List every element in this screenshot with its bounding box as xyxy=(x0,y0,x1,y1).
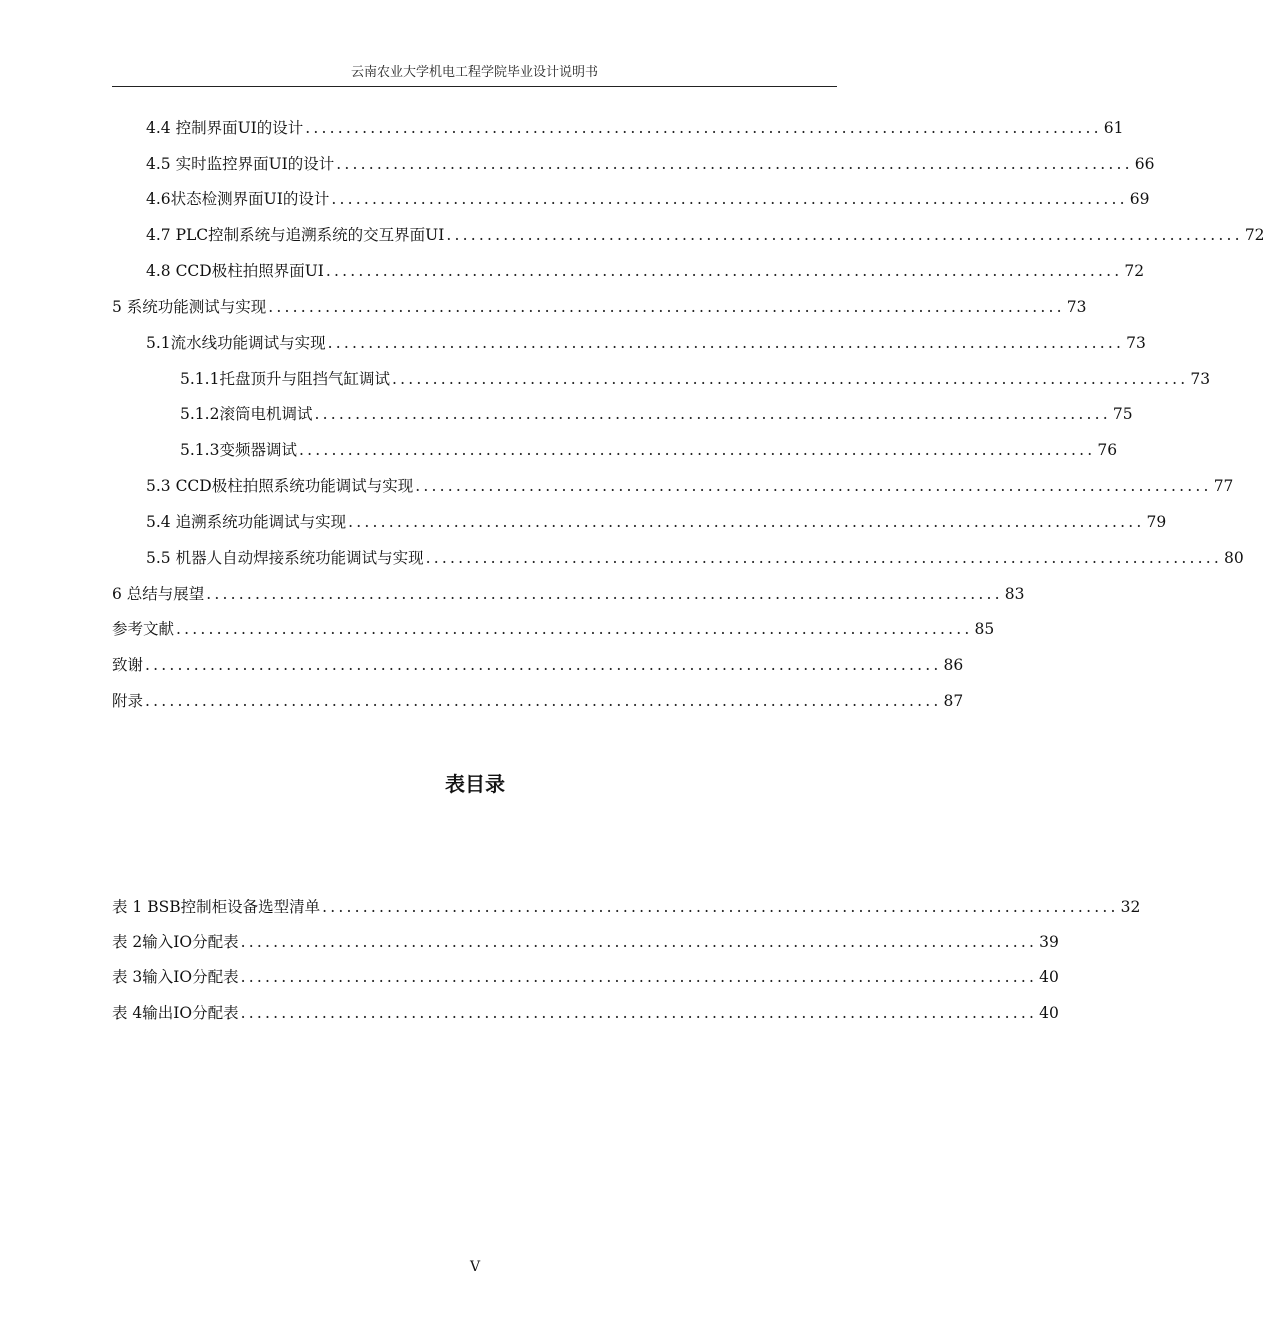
dot-leader: .................................................................................................. xyxy=(268,298,1065,316)
table-list-title: 表目录 xyxy=(445,772,505,796)
toc-entry-page: 79 xyxy=(1146,513,1167,531)
toc-entry-page: 75 xyxy=(1112,405,1133,423)
toc-entry-page: 72 xyxy=(1244,226,1265,244)
toc-entry-label: 6 总结与展望 xyxy=(112,585,205,603)
toc-entry-label: 5 系统功能测试与实现 xyxy=(112,298,267,316)
toc-entry-page: 66 xyxy=(1134,155,1155,173)
toc-entry-5-1-1[interactable] xyxy=(112,367,1211,391)
toc-entry-label: 5.1.2滚筒电机调试 xyxy=(180,405,313,423)
dot-leader: .................................................................................................. xyxy=(240,933,1038,951)
toc-entry-4-6[interactable] xyxy=(112,187,1150,211)
toc-entry-label: 5.1.3变频器调试 xyxy=(180,441,297,459)
toc-entry-4-5[interactable] xyxy=(112,152,1155,176)
toc-entry-label: 5.1流水线功能调试与实现 xyxy=(146,334,326,352)
table-list-entry-label: 表 3输入IO分配表 xyxy=(112,968,239,986)
table-list-entry-1[interactable] xyxy=(112,895,1141,919)
page-number: V xyxy=(469,1259,481,1275)
toc-entry-label: 5.4 追溯系统功能调试与实现 xyxy=(146,513,347,531)
toc-entry-label: 致谢 xyxy=(112,656,144,674)
toc-entry-label: 参考文献 xyxy=(112,620,175,638)
table-list-entry-label: 表 2输入IO分配表 xyxy=(112,933,239,951)
toc-entry-page: 72 xyxy=(1124,262,1145,280)
toc-entry-appendix[interactable] xyxy=(112,689,964,713)
dot-leader: .................................................................................................. xyxy=(348,513,1145,531)
dot-leader: .................................................................................................. xyxy=(240,968,1038,986)
table-list-entry-4[interactable] xyxy=(112,1001,1059,1025)
toc-entry-5-1-3[interactable] xyxy=(112,438,1118,462)
table-list-entry-label: 表 1 BSB控制柜设备选型清单 xyxy=(112,898,321,916)
dot-leader: .................................................................................................. xyxy=(305,119,1102,137)
dot-leader: .................................................................................................. xyxy=(298,441,1096,459)
toc-entry-page: 83 xyxy=(1004,585,1025,603)
toc-entry-page: 80 xyxy=(1224,549,1244,567)
toc-entry-page: 86 xyxy=(943,656,964,674)
table-list-entry-3[interactable] xyxy=(112,965,1059,989)
dot-leader: .................................................................................................. xyxy=(415,477,1212,495)
toc-entry-page: 61 xyxy=(1103,119,1124,137)
toc-entry-4-7[interactable] xyxy=(112,223,1265,247)
table-list-entry-page: 39 xyxy=(1039,933,1059,951)
table-list-entry-page: 32 xyxy=(1120,898,1141,916)
toc-entry-6[interactable] xyxy=(112,582,1025,606)
dot-leader: .................................................................................................. xyxy=(331,190,1128,208)
toc-entry-page: 87 xyxy=(943,692,964,710)
toc-entry-label: 4.5 实时监控界面UI的设计 xyxy=(146,155,335,173)
table-list-entry-2[interactable] xyxy=(112,930,1059,954)
toc-entry-4-4[interactable] xyxy=(112,116,1124,140)
toc-entry-5[interactable] xyxy=(112,295,1087,319)
dot-leader: .................................................................................................. xyxy=(327,334,1125,352)
dot-leader: .................................................................................................. xyxy=(145,656,942,674)
dot-leader: .................................................................................................. xyxy=(325,262,1123,280)
toc-entry-label: 5.1.1托盘顶升与阻挡气缸调试 xyxy=(180,370,390,388)
dot-leader: .................................................................................................. xyxy=(425,549,1223,567)
toc-entry-5-3[interactable] xyxy=(112,474,1234,498)
toc-entry-page: 69 xyxy=(1129,190,1150,208)
table-list-entry-label: 表 4输出IO分配表 xyxy=(112,1004,239,1022)
toc-entry-label: 4.6状态检测界面UI的设计 xyxy=(146,190,330,208)
table-list-entry-page: 40 xyxy=(1039,1004,1059,1022)
dot-leader: .................................................................................................. xyxy=(336,155,1133,173)
toc-entry-page: 73 xyxy=(1066,298,1087,316)
toc-entry-acknowledgements[interactable] xyxy=(112,653,964,677)
dot-leader: .................................................................................................. xyxy=(206,585,1003,603)
dot-leader: .................................................................................................. xyxy=(314,405,1111,423)
toc-entry-5-1[interactable] xyxy=(112,331,1146,355)
dot-leader: .................................................................................................. xyxy=(322,898,1119,916)
toc-entry-page: 73 xyxy=(1190,370,1211,388)
toc-entry-label: 5.3 CCD极柱拍照系统功能调试与实现 xyxy=(146,477,414,495)
toc-entry-label: 5.5 机器人自动焊接系统功能调试与实现 xyxy=(146,549,424,567)
toc-entry-5-4[interactable] xyxy=(112,510,1167,534)
toc-entry-label: 附录 xyxy=(112,692,144,710)
toc-entry-5-5[interactable] xyxy=(112,546,1244,570)
toc-entry-4-8[interactable] xyxy=(112,259,1145,283)
toc-entry-page: 77 xyxy=(1213,477,1234,495)
dot-leader: .................................................................................................. xyxy=(145,692,942,710)
toc-entry-label: 4.4 控制界面UI的设计 xyxy=(146,119,304,137)
table-list-entry-page: 40 xyxy=(1039,968,1059,986)
toc-entry-page: 76 xyxy=(1097,441,1118,459)
toc-entry-references[interactable] xyxy=(112,617,995,641)
toc-entry-label: 4.8 CCD极柱拍照界面UI xyxy=(146,262,324,280)
toc-entry-label: 4.7 PLC控制系统与追溯系统的交互界面UI xyxy=(146,226,445,244)
dot-leader: .................................................................................................. xyxy=(391,370,1189,388)
toc-entry-page: 73 xyxy=(1126,334,1146,352)
dot-leader: .................................................................................................. xyxy=(240,1004,1038,1022)
toc-entry-5-1-2[interactable] xyxy=(112,402,1133,426)
dot-leader: .................................................................................................. xyxy=(446,226,1243,244)
dot-leader: .................................................................................................. xyxy=(176,620,973,638)
toc-entry-page: 85 xyxy=(974,620,995,638)
page-header: 云南农业大学机电工程学院毕业设计说明书 xyxy=(112,60,837,87)
